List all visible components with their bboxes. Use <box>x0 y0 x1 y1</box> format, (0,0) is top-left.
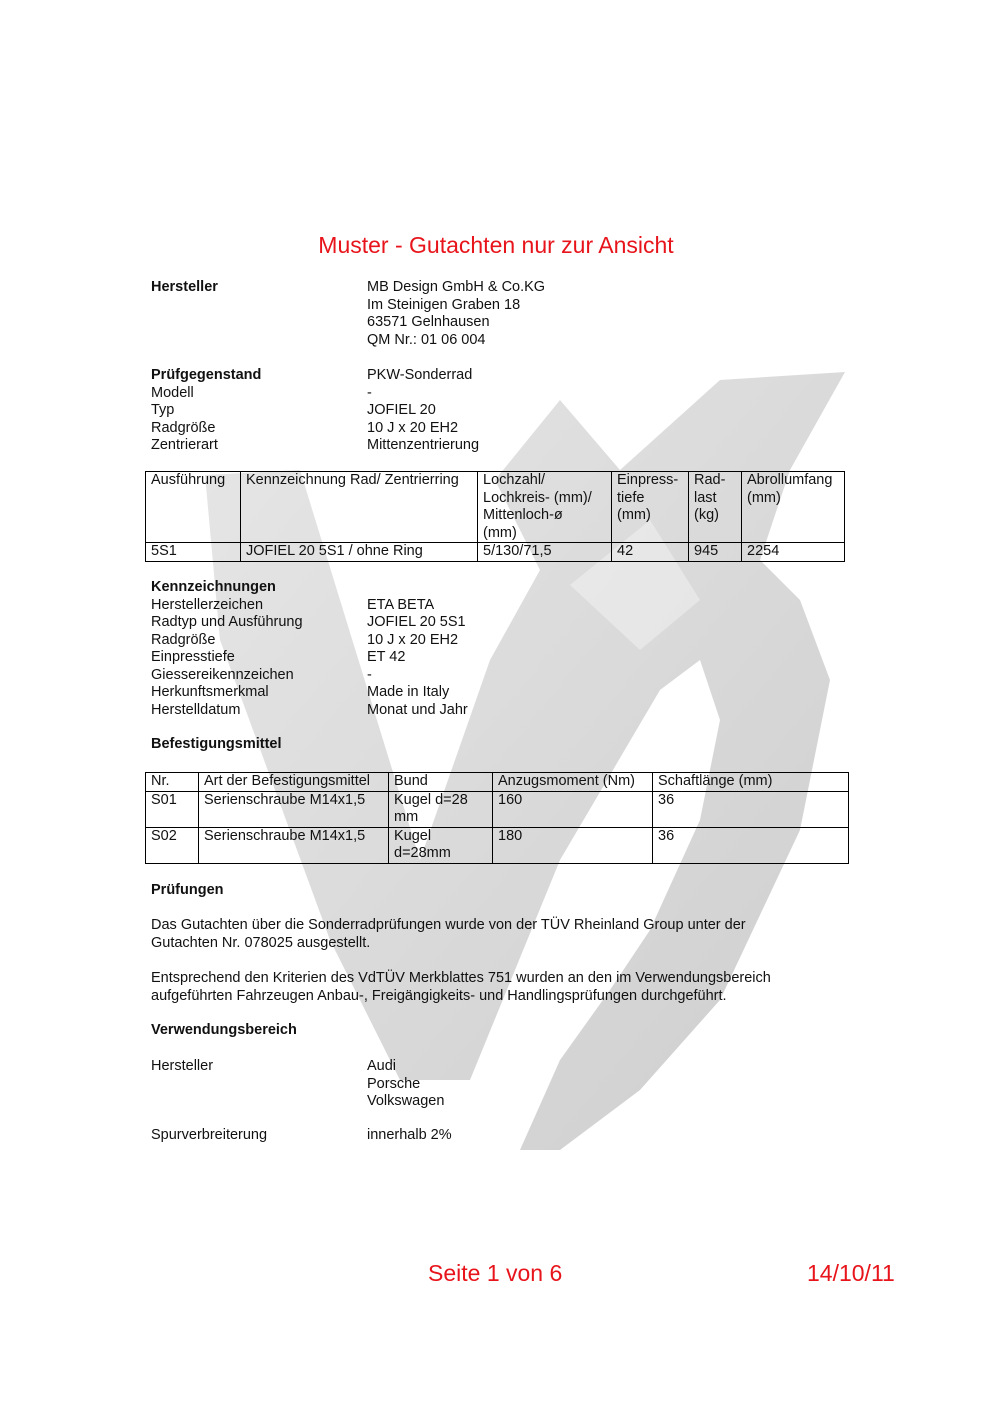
pruefgegenstand-labels <box>151 367 261 455</box>
paragraph-line: Das Gutachten über die Sonderradprüfungen wurde von der TÜV Rheinland Group unter der <box>151 917 746 933</box>
table-cell: 36 <box>653 827 849 863</box>
cell-line: mm <box>394 809 419 825</box>
paragraph-line: Entsprechend den Kriterien des VdTÜV Merkblattes 751 wurden an den im Verwendungsbereich <box>151 970 771 986</box>
header-text: (mm) <box>483 524 517 541</box>
paragraph-line: Gutachten Nr. 078025 ausgestellt. <box>151 934 371 951</box>
field-label: Radtyp und Ausführung <box>151 614 303 630</box>
header-text: Rad- <box>694 472 726 488</box>
field-value: 10 J x 20 EH2 <box>367 631 459 648</box>
befestigungsmittel-table <box>145 772 849 864</box>
header-text: tiefe <box>617 489 645 506</box>
address-line: 63571 Gelnhausen <box>367 314 490 330</box>
table-cell <box>389 827 493 863</box>
table-cell: 36 <box>653 791 849 827</box>
field-label: Radgröße <box>151 419 216 436</box>
header-cell <box>478 472 612 543</box>
header-cell: Schaftlänge (mm) <box>653 773 849 792</box>
cell-line: Kugel d=28 <box>394 791 468 808</box>
pruefungen-heading: Prüfungen <box>151 882 224 898</box>
header-text: Kennzeichnung Rad/ Zentrierring <box>246 472 459 488</box>
field-label: Radgröße <box>151 631 216 648</box>
table-cell: 945 <box>689 543 742 562</box>
address-line: MB Design GmbH & Co.KG <box>367 279 546 295</box>
header-text: Einpress- <box>617 472 679 488</box>
wheel-table <box>145 471 845 562</box>
table-row <box>146 791 849 827</box>
table-cell <box>389 791 493 827</box>
header-cell <box>689 472 742 543</box>
header-text: Abrollumfang <box>747 472 833 488</box>
field-value: ET 42 <box>367 649 406 665</box>
field-label: Herstellerzeichen <box>151 596 264 613</box>
field-value: - <box>367 384 372 401</box>
table-cell: Serienschraube M14x1,5 <box>199 791 389 827</box>
pruefgegenstand-values <box>367 367 479 455</box>
table-header-row <box>146 472 845 543</box>
table-row <box>146 543 845 562</box>
cell-line: Kugel <box>394 827 432 844</box>
field-value: JOFIEL 20 5S1 <box>367 614 466 630</box>
page-number: Seite 1 von 6 <box>428 1260 563 1286</box>
field-value: Monat und Jahr <box>367 701 468 718</box>
field-label: Typ <box>151 402 175 418</box>
cell-line: d=28mm <box>394 845 451 861</box>
header-text: (mm) <box>747 489 781 506</box>
header-text: Mittenloch-ø <box>483 507 563 523</box>
header-cell <box>742 472 845 543</box>
table-header-row <box>146 773 849 792</box>
list-item: Audi <box>367 1058 397 1074</box>
header-cell <box>241 472 478 543</box>
table-cell: 180 <box>493 827 653 863</box>
header-text: Ausführung <box>151 472 226 488</box>
pruefungen-paragraph-2 <box>151 970 851 1005</box>
table-cell: Serienschraube M14x1,5 <box>199 827 389 863</box>
table-cell: 5S1 <box>146 543 241 562</box>
field-label: Zentrierart <box>151 437 218 453</box>
address-line: Im Steinigen Graben 18 <box>367 296 521 313</box>
header-cell: Bund <box>389 773 493 792</box>
page-title: Muster - Gutachten nur zur Ansicht <box>318 232 674 258</box>
address-line: QM Nr.: 01 06 004 <box>367 331 486 348</box>
table-cell: JOFIEL 20 5S1 / ohne Ring <box>241 543 478 562</box>
list-item: Volkswagen <box>367 1093 445 1109</box>
spurverbreiterung-label: Spurverbreiterung <box>151 1127 268 1143</box>
kennzeichnungen-values <box>367 597 468 720</box>
header-text: (kg) <box>694 507 719 523</box>
header-text: last <box>694 489 717 506</box>
pruefungen-paragraph-1 <box>151 917 851 952</box>
table-cell: 160 <box>493 791 653 827</box>
verwendung-hersteller-list <box>367 1058 444 1111</box>
field-label: Einpresstiefe <box>151 649 235 665</box>
hersteller-address <box>367 279 545 349</box>
field-label: Herstelldatum <box>151 701 241 718</box>
field-value: 10 J x 20 EH2 <box>367 419 459 436</box>
list-item: Porsche <box>367 1075 421 1092</box>
header-text: Lochkreis- (mm)/ <box>483 489 592 506</box>
pruefgegenstand-heading: Prüfgegenstand <box>151 367 262 383</box>
header-cell <box>146 472 241 543</box>
header-cell: Art der Befestigungsmittel <box>199 773 389 792</box>
field-value: ETA BETA <box>367 596 435 613</box>
header-cell: Anzugsmoment (Nm) <box>493 773 653 792</box>
field-label: Modell <box>151 384 194 401</box>
field-value: Made in Italy <box>367 684 450 700</box>
kennzeichnungen-labels <box>151 579 303 719</box>
befestigungsmittel-heading: Befestigungsmittel <box>151 736 282 752</box>
table-cell: S02 <box>146 827 199 863</box>
kennzeichnungen-heading: Kennzeichnungen <box>151 579 276 595</box>
document-date: 14/10/11 <box>807 1260 895 1286</box>
hersteller-label: Hersteller <box>151 279 218 295</box>
spurverbreiterung-value: innerhalb 2% <box>367 1127 452 1143</box>
field-label: Herkunftsmerkmal <box>151 684 269 700</box>
header-cell <box>612 472 689 543</box>
field-value: - <box>367 666 372 683</box>
field-value: JOFIEL 20 <box>367 402 436 418</box>
table-cell: 2254 <box>742 543 845 562</box>
paragraph-line: aufgeführten Fahrzeugen Anbau-, Freigängigkeits- und Handlingsprüfungen durchgeführt. <box>151 987 727 1004</box>
verwendungsbereich-heading: Verwendungsbereich <box>151 1022 297 1038</box>
field-label: Giessereikennzeichen <box>151 666 294 683</box>
table-cell: 5/130/71,5 <box>478 543 612 562</box>
header-text: Lochzahl/ <box>483 472 546 488</box>
table-row <box>146 827 849 863</box>
table-cell: 42 <box>612 543 689 562</box>
field-value: Mittenzentrierung <box>367 437 480 453</box>
header-text: (mm) <box>617 507 651 523</box>
table-cell: S01 <box>146 791 199 827</box>
header-cell: Nr. <box>146 773 199 792</box>
field-value: PKW-Sonderrad <box>367 367 473 383</box>
verwendung-hersteller-label: Hersteller <box>151 1058 214 1074</box>
